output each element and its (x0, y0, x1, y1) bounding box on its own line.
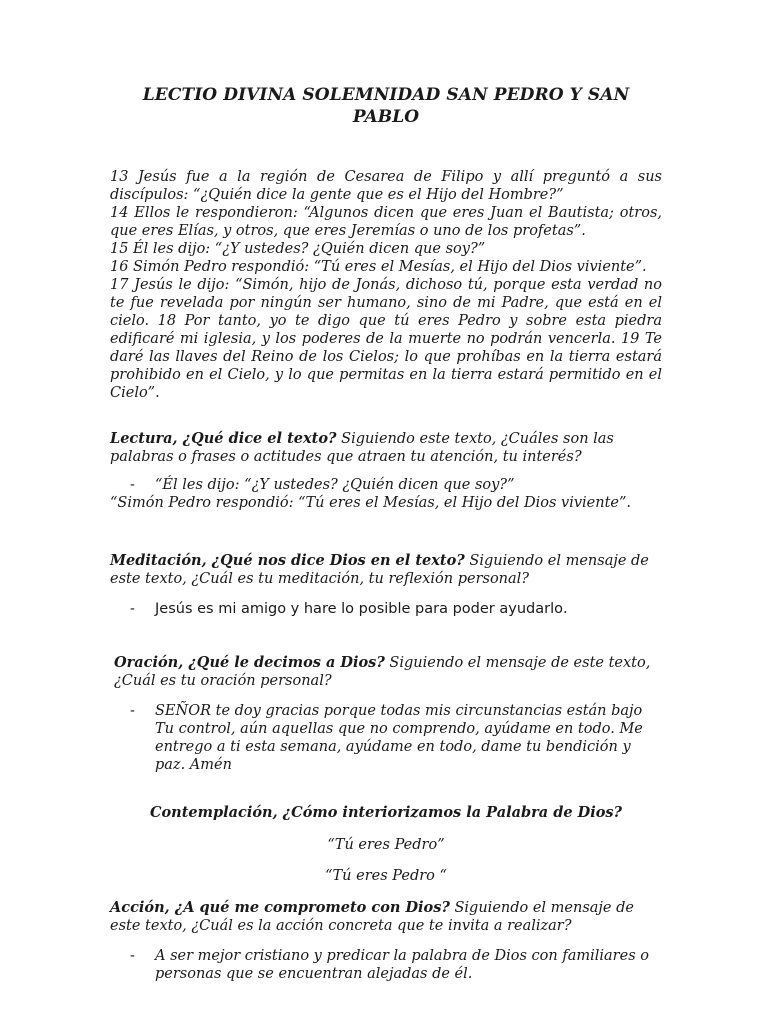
accion-answer: A ser mejor cristiano y predicar la palabra de Dios con familiares o personas que se encuentran alejadas de él. (155, 948, 649, 982)
lectura-heading: Lectura, ¿Qué dice el texto? (110, 430, 337, 447)
meditacion-section (110, 552, 662, 618)
lectura-section (110, 430, 662, 512)
lectura-list-item (110, 476, 662, 494)
contemplacion-line-1: “Tú eres Pedro” (327, 837, 445, 853)
meditacion-answer: Jesús es mi amigo y hare lo posible para poder ayudarlo (155, 601, 563, 617)
gospel-passage (110, 168, 662, 402)
accion-section (110, 899, 662, 983)
lectura-answer: “Él les dijo: “¿Y ustedes? ¿Quién dicen que soy?” (155, 477, 515, 493)
oracion-list-item (110, 702, 662, 774)
contemplacion-heading: Contemplación, ¿Cómo interiorizamos la Palabra de Dios? (149, 804, 623, 821)
accion-question (110, 899, 662, 935)
list-dash: - (130, 477, 135, 493)
oracion-prompt: Siguiendo el mensaje de este texto, ¿Cuál es tu oración personal? (114, 655, 651, 689)
list-dash: - (130, 703, 135, 719)
oracion-answer: SEÑOR te doy gracias porque todas mis circunstancias están bajo Tu control, aún aquellas que no comprendo, ayúdame en todo. Me entrego a ti esta semana, ayúdame en todo, dame tu bendición y paz. Amén (155, 703, 643, 773)
oracion-question (110, 654, 662, 690)
verse-16: 16 Simón Pedro respondió: “Tú eres el Mesías, el Hijo del Dios viviente”. (110, 259, 647, 275)
verse-15: 15 Él les dijo: “¿Y ustedes? ¿Quién dicen que soy?” (110, 241, 486, 257)
list-dash: - (130, 601, 135, 617)
verse-14: 14 Ellos le respondieron: “Algunos dicen que eres Juan el Bautista; otros, que eres Elías, y otros, que eres Jeremías o uno de los profetas”. (110, 205, 662, 239)
accion-list-item (110, 947, 662, 983)
oracion-section (110, 654, 662, 774)
meditacion-list-item (110, 600, 662, 618)
meditacion-prompt: Siguiendo el mensaje de este texto, ¿Cuál es tu meditación, tu reflexión personal? (110, 553, 649, 587)
meditacion-answer-period: . (562, 601, 568, 617)
meditacion-question (110, 552, 662, 588)
accion-prompt: Siguiendo el mensaje de este texto, ¿Cuál es la acción concreta que te invita a realizar? (110, 900, 634, 934)
lectura-question (110, 430, 662, 466)
meditacion-heading: Meditación, ¿Qué nos dice Dios en el texto? (110, 552, 465, 569)
verse-13: 13 Jesús fue a la región de Cesarea de Filipo y allí preguntó a sus discípulos: “¿Quién dice la gente que es el Hijo del Hombre?” (110, 169, 662, 203)
lectura-answer-line2: “Simón Pedro respondió: “Tú eres el Mesías, el Hijo del Dios viviente”. (110, 495, 632, 511)
lectura-prompt: Siguiendo este texto, ¿Cuáles son las palabras o frases o actitudes que atraen tu atención, tu interés? (110, 431, 614, 465)
accion-heading: Acción, ¿A qué me comprometo con Dios? (110, 899, 450, 916)
list-dash: - (130, 948, 135, 964)
verse-17-19: 17 Jesús le dijo: “Simón, hijo de Jonás, dichoso tú, porque esta verdad no te fue revelada por ningún ser humano, sino de mi Padre, que está en el cielo. 18 Por tanto, yo te digo que tú eres Pedro y sobre esta piedra edificaré mi iglesia, y los poderes de la muerte no podrán vencerla. 19 Te daré las llaves del Reino de los Cielos; lo que prohíbas en la tierra estará prohibido en el Cielo, y lo que permitas en la tierra estará permitido en el Cielo”. (110, 277, 662, 401)
document-page (110, 84, 662, 983)
contemplacion-line-2: “Tú eres Pedro “ (325, 868, 447, 884)
contemplacion-section (110, 804, 662, 885)
oracion-heading: Oración, ¿Qué le decimos a Dios? (114, 654, 385, 671)
document-title: LECTIO DIVINA SOLEMNIDAD SAN PEDRO Y SAN PABLO (142, 85, 630, 127)
